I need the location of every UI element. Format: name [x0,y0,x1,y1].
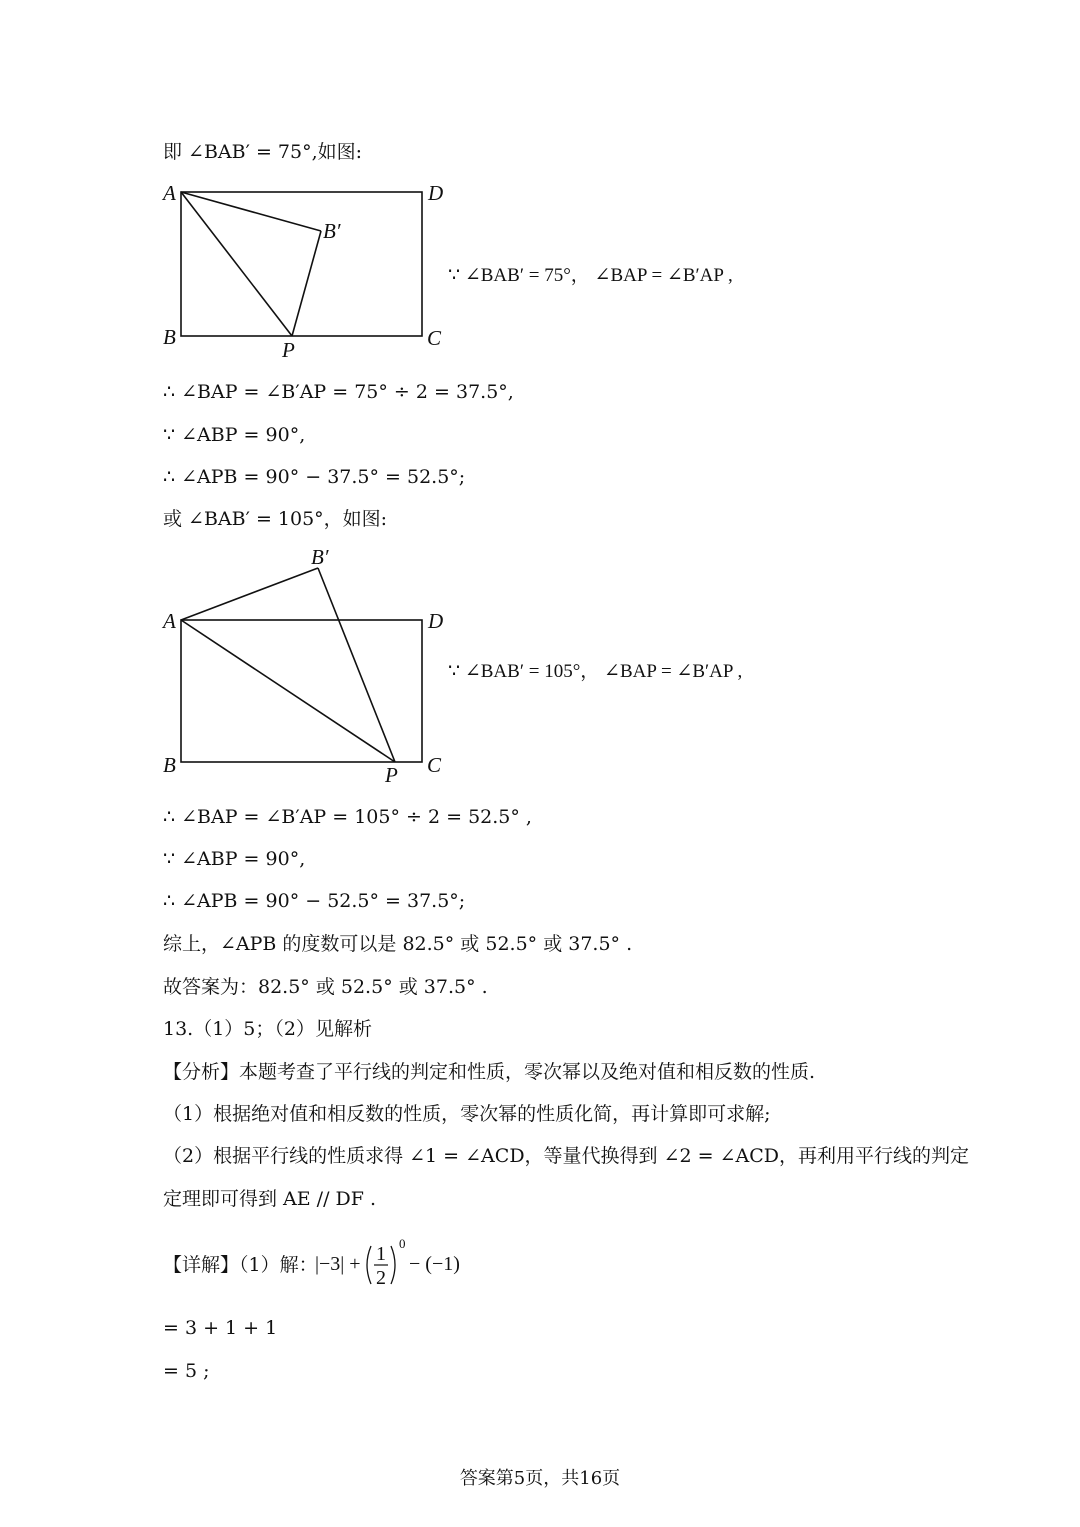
segment-ab-prime [181,568,318,620]
text-line-6: ∴ ∠BAP = ∠B′AP = 105° ÷ 2 = 52.5° , [163,806,532,828]
left-paren [367,1246,371,1284]
text-line-7: ∵ ∠ABP = 90°, [163,848,306,870]
segment-ap [181,192,292,336]
label-d: D [428,181,444,205]
label-a: A [163,181,176,205]
figure-2-diagram [150,540,470,790]
calc-step-1: = 3 + 1 + 1 [163,1317,278,1339]
analysis-point-2-cont: 定理即可得到 AE // DF . [163,1188,377,1210]
analysis-point-2: （2）根据平行线的性质求得 ∠1 = ∠ACD，等量代换得到 ∠2 = ∠ACD，再利用平行线的判定 [163,1145,970,1167]
text-line-8: ∴ ∠APB = 90° − 52.5° = 37.5°; [163,890,466,912]
detail-label: 【详解】（1）解： [163,1254,318,1276]
segment-ap [181,620,395,762]
figure-2-reason: ∵ ∠BAB′ = 105°， ∠BAP = ∠B′AP , [448,661,743,682]
rectangle-abcd [181,192,422,336]
label-p: P [282,338,295,362]
label-d: D [428,609,444,633]
label-a: A [163,609,176,633]
fraction-numerator: 1 [376,1243,386,1265]
calc-step-2: = 5 ; [163,1360,210,1382]
text-line-4: ∴ ∠APB = 90° − 37.5° = 52.5°; [163,466,466,488]
segment-b-prime-p [292,231,321,336]
text-line-2: ∴ ∠BAP = ∠B′AP = 75° ÷ 2 = 37.5°, [163,381,514,403]
page-footer: 答案第5页，共16页 [459,1468,621,1489]
fraction-denominator: 2 [376,1267,386,1289]
text-line-9: 综上，∠APB 的度数可以是 82.5° 或 52.5° 或 37.5° . [163,933,633,955]
label-c: C [427,753,442,777]
segment-b-prime-p [318,568,395,762]
analysis-point-1: （1）根据绝对值和相反数的性质，零次幂的性质化简，再计算即可求解; [163,1103,771,1125]
figure-1-reason: ∵ ∠BAB′ = 75°， ∠BAP = ∠B′AP , [448,265,733,286]
text-line-1: 即 ∠BAB′ = 75°,如图: [163,141,363,163]
text-line-10: 故答案为：82.5° 或 52.5° 或 37.5° . [163,976,488,998]
analysis-heading: 【分析】本题考查了平行线的判定和性质，零次幂以及绝对值和相反数的性质. [163,1061,816,1083]
expression [313,1236,463,1292]
right-paren [391,1246,395,1284]
figure-1-diagram [150,175,470,365]
label-b: B [163,753,176,777]
text-line-5: 或 ∠BAB′ = 105°，如图: [163,508,388,530]
label-b-prime: B′ [311,545,329,569]
text-line-3: ∵ ∠ABP = 90°, [163,424,306,446]
label-b-prime: B′ [323,219,341,243]
question-13-answer: 13.（1）5；（2）见解析 [163,1018,372,1040]
expression-tail: − (−1) [409,1253,460,1275]
label-c: C [427,326,442,350]
label-b: B [163,325,176,349]
segment-ab-prime [181,192,321,231]
expression-abs: |−3| + [315,1253,361,1275]
label-p: P [385,763,398,787]
exponent: 0 [399,1236,406,1251]
